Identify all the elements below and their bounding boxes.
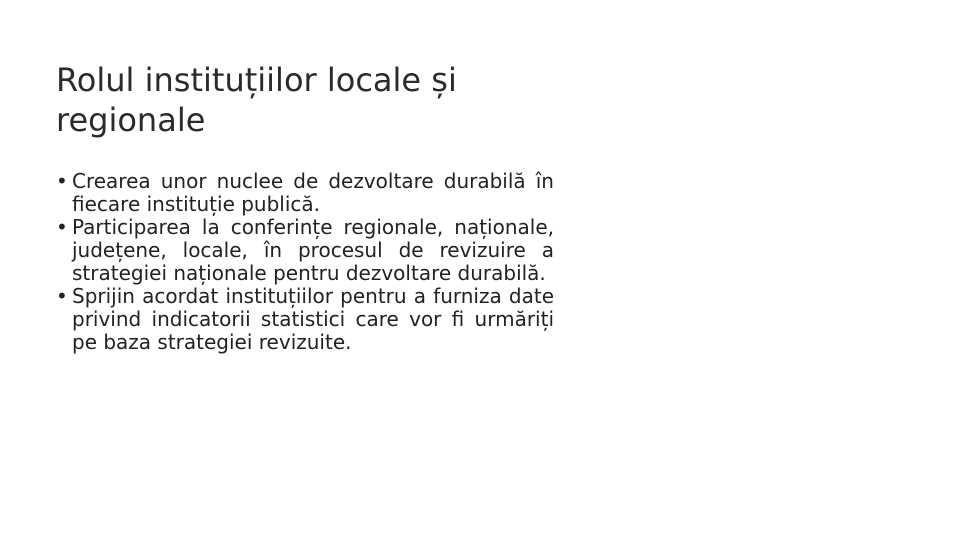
bullet-text: Sprijin acordat instituțiilor pentru a furniza date privind indicatorii statistici care vor fi urmăriți pe baza strategiei revizuite. <box>72 284 554 354</box>
bullet-item <box>56 170 554 216</box>
bullet-item <box>56 216 554 285</box>
bullet-marker: • <box>56 284 68 308</box>
slide-title: Rolul instituțiilor locale și regionale <box>56 61 457 139</box>
bullet-text: Participarea la conferințe regionale, naționale, județene, locale, în procesul de revizuire a strategiei naționale pentru dezvoltare durabilă. <box>72 215 554 285</box>
bullet-marker: • <box>56 215 68 239</box>
bullet-item <box>56 285 554 354</box>
bullet-list <box>56 170 554 354</box>
bullet-marker: • <box>56 169 68 193</box>
bullet-text: Crearea unor nuclee de dezvoltare durabilă în fiecare instituție publică. <box>72 169 554 216</box>
